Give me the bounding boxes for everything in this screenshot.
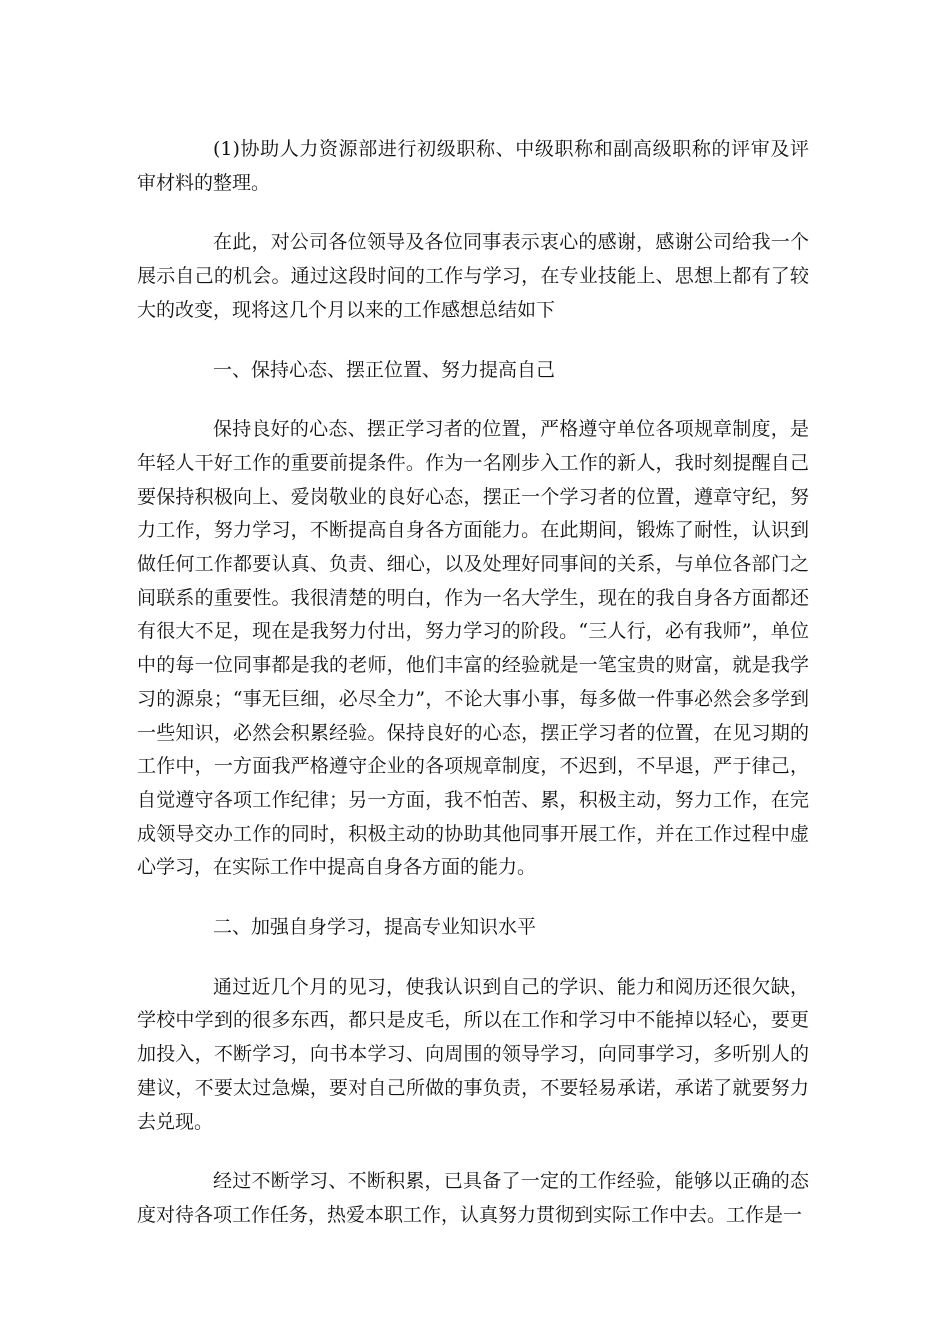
document-body	[137, 133, 809, 1259]
paragraph-experience: 经过不断学习、不断积累，已具备了一定的工作经验，能够以正确的态度对待各项工作任务，热爱本职工作，认真努力贯彻到实际工作中去。工作是一	[137, 1170, 809, 1226]
section-heading-1: 一、保持心态、摆正位置、努力提高自己	[213, 358, 556, 381]
paragraph-learning: 通过近几个月的见习，使我认识到自己的学识、能力和阅历还很欠缺，学校中学到的很多东西，都只是皮毛，所以在工作和学习中不能掉以轻心，要更加投入，不断学习，向书本学习、向周围的领导学习，向同事学习，多听别人的建议，不要太过急燥，要对自己所做的事负责，不要轻易承诺，承诺了就要努力去兑现。	[137, 975, 809, 1133]
section-heading-2: 二、加强自身学习，提高专业知识水平	[213, 916, 537, 939]
paragraph-hr-assist: (1)协助人力资源部进行初级职称、中级职称和副高级职称的评审及评审材料的整理。	[137, 138, 809, 194]
paragraph-attitude: 保持良好的心态、摆正学习者的位置，严格遵守单位各项规章制度，是年轻人干好工作的重要前提条件。作为一名刚步入工作的新人，我时刻提醒自己要保持积极向上、爱岗敬业的良好心态，摆正一个学习者的位置，遵章守纪，努力工作，努力学习，不断提高自身各方面能力。在此期间，锻炼了耐性，认识到做任何工作都要认真、负责、细心，以及处理好同事间的关系，与单位各部门之间联系的重要性。我很清楚的明白，作为一名大学生，现在的我自身各方面都还有很大不足，现在是我努力付出，努力学习的阶段。“三人行，必有我师”，单位中的每一位同事都是我的老师，他们丰富的经验就是一笔宝贵的财富，就是我学习的源泉；“事无巨细，必尽全力”，不论大事小事，每多做一件事必然会多学到一些知识，必然会积累经验。保持良好的心态，摆正学习者的位置，在见习期的工作中，一方面我严格遵守企业的各项规章制度，不迟到，不早退，严于律己，自觉遵守各项工作纪律；另一方面，我不怕苦、累，积极主动，努力工作，在完成领导交办工作的同时，积极主动的协助其他同事开展工作，并在工作过程中虚心学习，在实际工作中提高自身各方面的能力。	[137, 418, 809, 879]
paragraph-thanks: 在此，对公司各位领导及各位同事表示衷心的感谢，感谢公司给我一个展示自己的机会。通过这段时间的工作与学习，在专业技能上、思想上都有了较大的改变，现将这几个月以来的工作感想总结如下	[137, 231, 809, 321]
